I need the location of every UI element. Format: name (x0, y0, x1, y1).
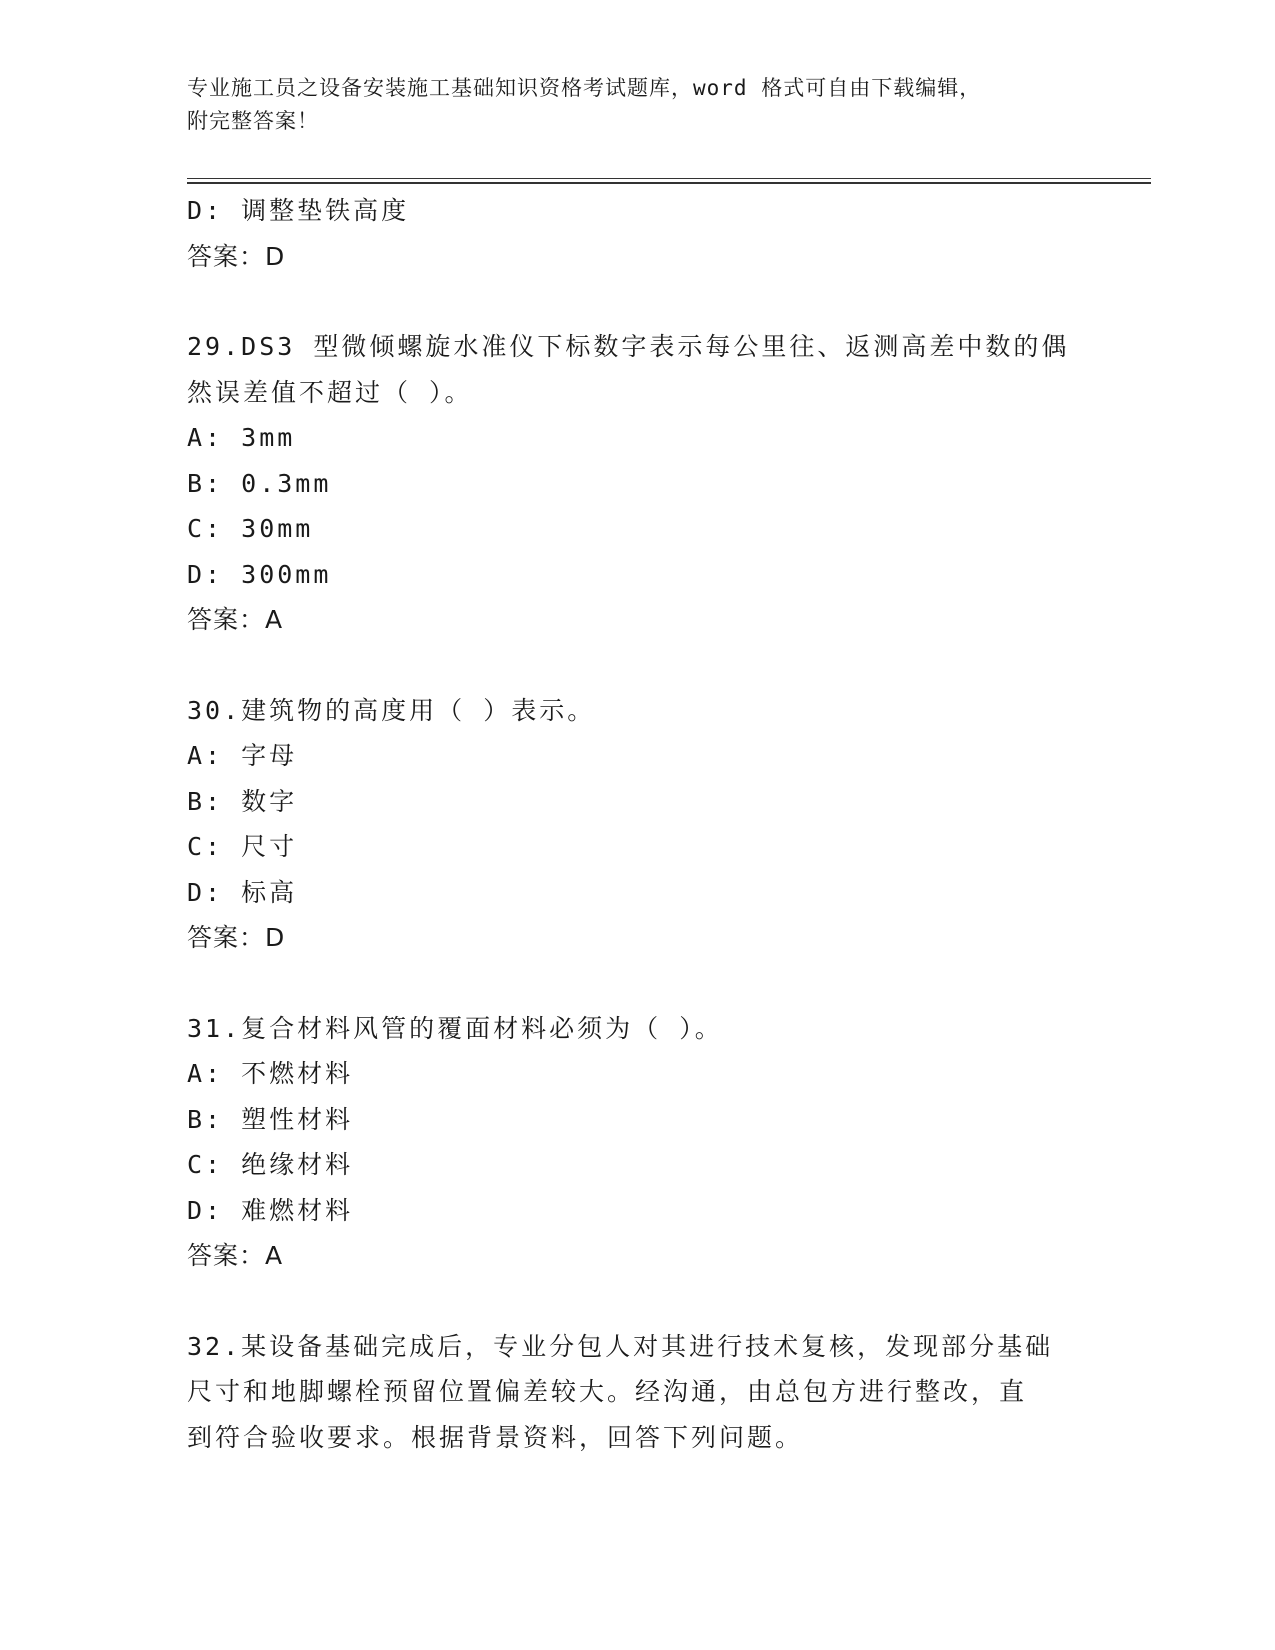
question-29 (187, 324, 1087, 643)
answer-line: 答案：D (187, 241, 286, 271)
spacer (187, 643, 1087, 688)
document-header (187, 72, 1067, 138)
option-d: D: 难燃材料 (187, 1195, 354, 1225)
question-text-line: 然误差值不超过（ ）。 (187, 377, 473, 407)
question-text-line: 30.建筑物的高度用（ ）表示。 (187, 695, 596, 725)
question-text-line: 尺寸和地脚螺栓预留位置偏差较大。经沟通，由总包方进行整改，直 (187, 1377, 1028, 1406)
spacer (187, 279, 1087, 324)
option-c: C: 尺寸 (187, 832, 298, 861)
question-text-line: 到符合验收要求。根据背景资料，回答下列问题。 (187, 1422, 804, 1452)
question-30 (187, 688, 1087, 961)
option-c: C: 绝缘材料 (187, 1150, 354, 1179)
header-divider-thin (187, 178, 1151, 179)
question-31 (187, 1006, 1087, 1279)
option-d: D: 调整垫铁高度 (187, 196, 410, 225)
answer-line: 答案：A (187, 605, 284, 634)
header-line-1: 专业施工员之设备安装施工基础知识资格考试题库，word 格式可自由下载编辑， (187, 76, 982, 100)
option-d: D: 标高 (187, 877, 298, 907)
option-b: B: 数字 (187, 786, 298, 816)
option-a: A: 不燃材料 (187, 1059, 354, 1088)
question-text-line: 31.复合材料风管的覆面材料必须为（ ）。 (187, 1013, 723, 1043)
option-a: A: 3mm (187, 423, 296, 452)
header-line-2: 附完整答案！ (187, 109, 319, 133)
question-list (187, 188, 1087, 1460)
question-fragment-28 (187, 188, 1087, 279)
question-text-line: 32.某设备基础完成后，专业分包人对其进行技术复核，发现部分基础 (187, 1331, 1054, 1361)
option-a: A: 字母 (187, 741, 298, 770)
question-32 (187, 1324, 1087, 1461)
spacer (187, 961, 1087, 1006)
header-divider-thick (187, 182, 1151, 184)
answer-line: 答案：A (187, 1241, 284, 1270)
option-c: C: 30mm (187, 514, 314, 543)
option-b: B: 塑性材料 (187, 1104, 354, 1134)
answer-line: 答案：D (187, 923, 286, 952)
option-d: D: 300mm (187, 559, 332, 589)
option-b: B: 0.3mm (187, 468, 332, 498)
question-text-line: 29.DS3 型微倾螺旋水准仪下标数字表示每公里往、返测高差中数的偶 (187, 332, 1070, 361)
spacer (187, 1279, 1087, 1324)
